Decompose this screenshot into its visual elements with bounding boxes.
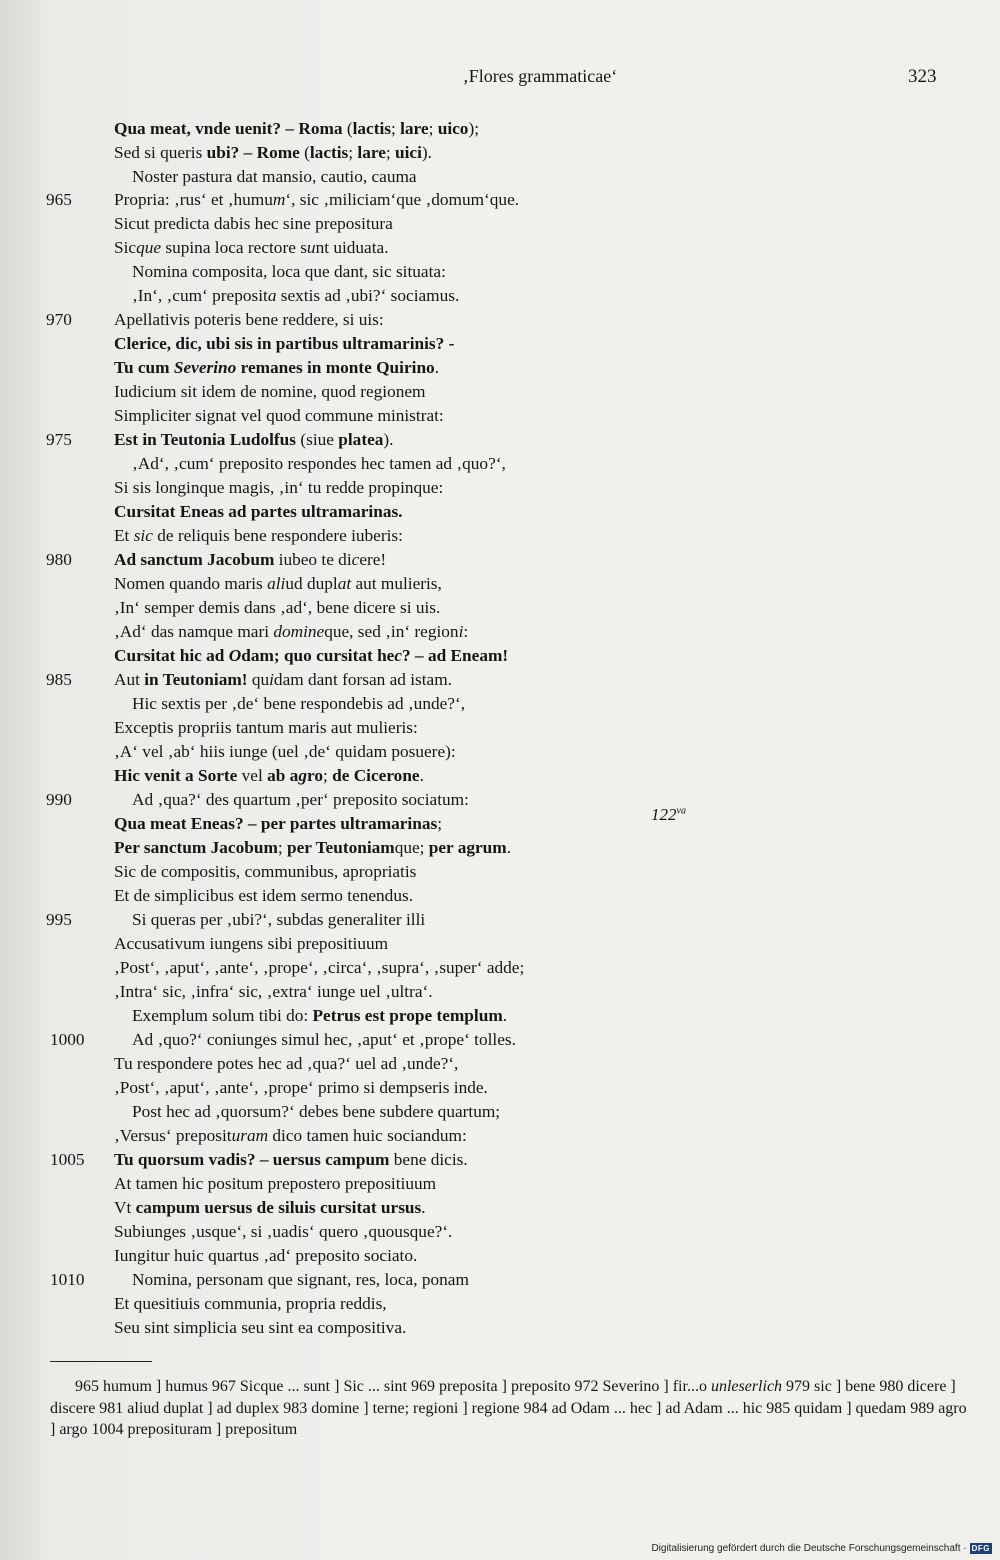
line-number: 990 <box>46 790 72 809</box>
verse-line: Nomen quando maris aliud duplat aut mulieris, <box>114 574 442 593</box>
page-number: 323 <box>908 66 937 87</box>
verse-line: Est in Teutonia Ludolfus (siue platea). <box>114 430 394 449</box>
verse-line: Per sanctum Jacobum; per Teutoniamque; per agrum. <box>114 838 512 857</box>
verse-line: Post hec ad ‚quorsum?‘ debes bene subdere quartum; <box>132 1102 501 1121</box>
verse-line: Si queras per ‚ubi?‘, subdas generaliter illi <box>132 910 426 929</box>
verse-line: Exceptis propriis tantum maris aut mulieris: <box>114 718 418 737</box>
verse-line: Apellativis poteris bene reddere, si uis: <box>114 310 384 329</box>
verse-line: Aut in Teutoniam! quidam dant forsan ad istam. <box>114 670 452 689</box>
verse-line: Accusativum iungens sibi prepositiuum <box>114 934 389 953</box>
verse-line: ‚Versus‘ preposituram dico tamen huic sociandum: <box>114 1126 467 1145</box>
verse-line: Vt campum uersus de siluis cursitat ursus. <box>114 1198 426 1217</box>
verse-line: ‚Intra‘ sic, ‚infra‘ sic, ‚extra‘ iunge uel ‚ultra‘. <box>114 982 433 1001</box>
verse-line: Tu respondere potes hec ad ‚qua?‘ uel ad ‚unde?‘, <box>114 1054 459 1073</box>
verse-line: Noster pastura dat mansio, cautio, cauma <box>132 167 417 186</box>
verse-line: Ad ‚qua?‘ des quartum ‚per‘ preposito sociatum: <box>132 790 469 809</box>
verse-line: Hic sextis per ‚de‘ bene respondebis ad ‚unde?‘, <box>132 694 466 713</box>
verse-line: Nomina composita, loca que dant, sic situata: <box>132 262 446 281</box>
verse-line: Sic de compositis, communibus, apropriatis <box>114 862 417 881</box>
verse-line: ‚In‘ semper demis dans ‚ad‘, bene dicere si uis. <box>114 598 441 617</box>
verse-line: Hic venit a Sorte vel ab agro; de Cicerone. <box>114 766 424 785</box>
verse-line: Exemplum solum tibi do: Petrus est prope templum. <box>132 1006 508 1025</box>
verse-line: Propria: ‚rus‘ et ‚humum‘, sic ‚miliciam‘que ‚domum‘que. <box>114 190 520 209</box>
verse-line: Si sis longinque magis, ‚in‘ tu redde propinque: <box>114 478 444 497</box>
verse-line: At tamen hic positum prepostero prepositiuum <box>114 1174 437 1193</box>
verse-line: ‚Ad‘ das namque mari domineque, sed ‚in‘ regioni: <box>114 622 469 641</box>
verse-line: ‚Ad‘, ‚cum‘ preposito respondes hec tamen ad ‚quo?‘, <box>132 454 506 473</box>
verse-line: Et sic de reliquis bene respondere iuberis: <box>114 526 403 545</box>
verse-line: Et de simplicibus est idem sermo tenendus. <box>114 886 414 905</box>
line-number: 985 <box>46 670 72 689</box>
verse-line: Cursitat Eneas ad partes ultramarinas. <box>114 502 403 521</box>
verse-line: ‚Post‘, ‚aput‘, ‚ante‘, ‚prope‘ primo si dempseris inde. <box>114 1078 488 1097</box>
verse-line: Qua meat, vnde uenit? – Roma (lactis; lare; uico); <box>114 119 480 138</box>
verse-line: ‚A‘ vel ‚ab‘ hiis iunge (uel ‚de‘ quidam posuere): <box>114 742 456 761</box>
critical-apparatus: 965 humum ] humus 967 Sicque ... sunt ] Sic ... sint 969 preposita ] preposito 972 Severino ] fir...o unleserlich 979 sic ] bene 980 dicere ] discere 981 aliud duplat ] ad duplex 983 domine ] terne; regioni ] regione 984 ad Odam ... hec ] ad Adam ... hic 985 quidam ] quedam 989 agro ] argo 1004 preposituram ] prepositum <box>50 1378 967 1438</box>
verse-line: Et quesitiuis communia, propria reddis, <box>114 1294 387 1313</box>
verse-line: Iudicium sit idem de nomine, quod regionem <box>114 382 426 401</box>
credit-text: Digitalisierung gefördert durch die Deutsche Forschungsgemeinschaft · <box>651 1543 967 1554</box>
verse-line: Clerice, dic, ubi sis in partibus ultramarinis? - <box>114 334 455 353</box>
verse-line: Tu cum Severino remanes in monte Quirino. <box>114 358 440 377</box>
line-number: 995 <box>46 910 72 929</box>
verse-line: Ad ‚quo?‘ coniunges simul hec, ‚aput‘ et ‚prope‘ tolles. <box>132 1030 516 1049</box>
digitization-credit <box>651 1543 992 1554</box>
folio-marker: $122^{va}$ <box>651 805 686 824</box>
verse-line: ‚Post‘, ‚aput‘, ‚ante‘, ‚prope‘, ‚circa‘, ‚supra‘, ‚super‘ adde; <box>114 958 525 977</box>
verse-line: Nomina, personam que signant, res, loca, ponam <box>132 1270 469 1289</box>
footnote-divider <box>50 1361 152 1362</box>
line-number: 1010 <box>50 1270 85 1289</box>
line-number: 1005 <box>50 1150 85 1169</box>
verse-line: ‚In‘, ‚cum‘ preposita sextis ad ‚ubi?‘ sociamus. <box>132 286 460 305</box>
verse-line: Ad sanctum Jacobum iubeo te dicere! <box>114 550 387 569</box>
line-number: 980 <box>46 550 72 569</box>
verse-line: Iungitur huic quartus ‚ad‘ preposito sociato. <box>114 1246 418 1265</box>
dfg-logo: DFG <box>971 1544 990 1553</box>
line-number: 970 <box>46 310 72 329</box>
verse-line: Sicut predicta dabis hec sine prepositura <box>114 214 393 233</box>
running-header: ‚Flores grammaticae‘ <box>462 66 618 86</box>
verse-line: Sicque supina loca rectore sunt uiduata. <box>114 238 389 257</box>
verse-line: Simpliciter signat vel quod commune ministrat: <box>114 406 444 425</box>
line-number: 1000 <box>50 1030 85 1049</box>
verse-line: Sed si queris ubi? – Rome (lactis; lare; uici). <box>114 143 432 162</box>
line-number: 975 <box>46 430 72 449</box>
verse-line: Qua meat Eneas? – per partes ultramarinas; <box>114 814 443 833</box>
line-number: 965 <box>46 190 72 209</box>
verse-line: Tu quorsum vadis? – uersus campum bene dicis. <box>114 1150 468 1169</box>
verse-line: Subiunges ‚usque‘, si ‚uadis‘ quero ‚quousque?‘. <box>114 1222 453 1241</box>
verse-line: Seu sint simplicia seu sint ea compositiva. <box>114 1318 407 1337</box>
verse-line: Cursitat hic ad Odam; quo cursitat hec? – ad Eneam! <box>114 646 509 665</box>
